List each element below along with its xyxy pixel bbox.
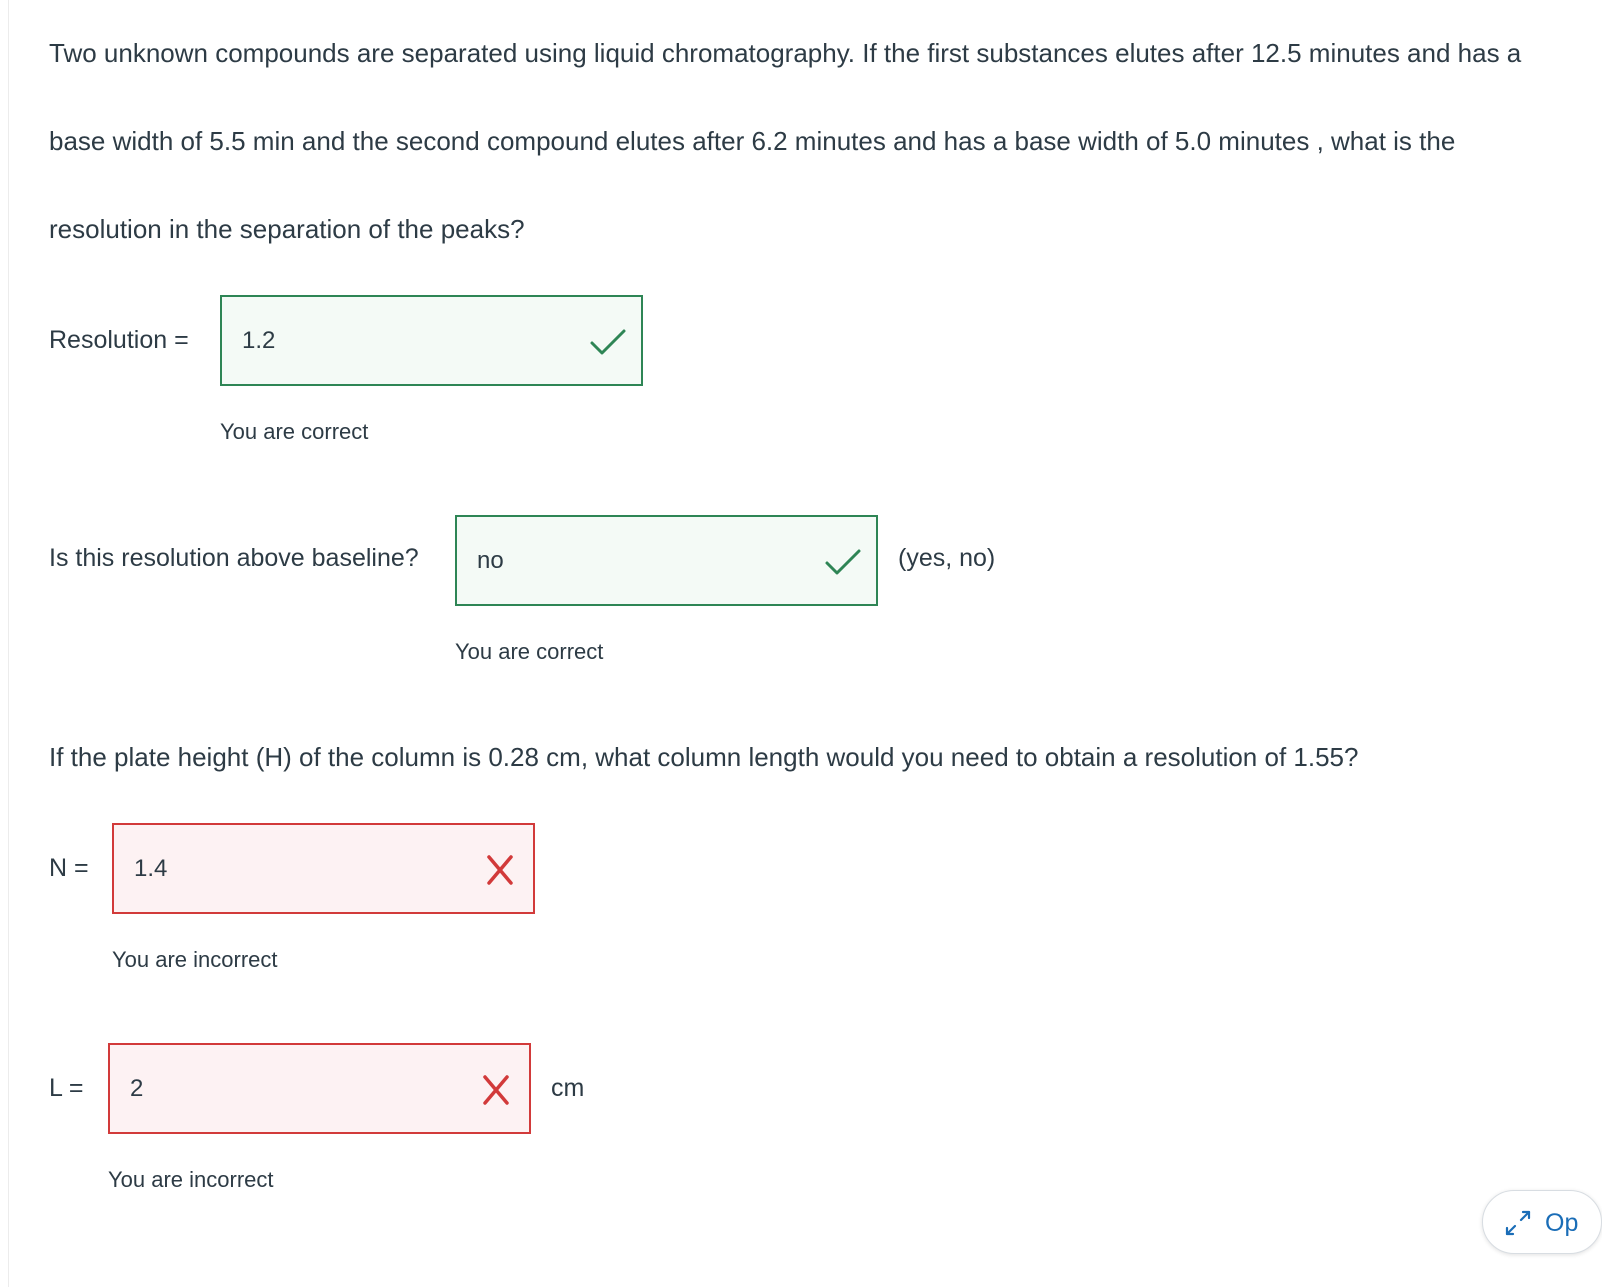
baseline-input[interactable] (455, 515, 878, 606)
resolution-label: Resolution = (49, 326, 189, 354)
n-feedback: You are incorrect (112, 947, 278, 972)
left-divider (8, 0, 9, 1287)
n-input[interactable] (112, 823, 535, 914)
l-unit: cm (551, 1074, 585, 1102)
n-label: N = (49, 854, 89, 882)
expand-button-label: Op (1545, 1209, 1579, 1237)
question-line-1: Two unknown compounds are separated using liquid chromatography. If the first substances elutes after 12.5 minutes and has a (49, 38, 1522, 68)
l-label: L = (49, 1074, 84, 1102)
question-line-3: resolution in the separation of the peaks? (49, 214, 525, 244)
question-line-2: base width of 5.5 min and the second compound elutes after 6.2 minutes and has a base width of 5.0 minutes , what is the (49, 126, 1456, 156)
baseline-feedback: You are correct (455, 639, 604, 664)
baseline-hint: (yes, no) (898, 544, 996, 572)
n-value: 1.4 (134, 855, 168, 882)
l-input[interactable] (108, 1043, 531, 1134)
question-2: If the plate height (H) of the column is 0.28 cm, what column length would you need to obtain a resolution of 1.55? (49, 742, 1359, 772)
resolution-feedback: You are correct (220, 419, 369, 444)
resolution-input[interactable] (220, 295, 643, 386)
checkmark-icon (589, 324, 627, 360)
baseline-label: Is this resolution above baseline? (49, 544, 419, 572)
x-icon (481, 852, 519, 888)
resolution-value: 1.2 (242, 327, 276, 354)
baseline-value: no (477, 547, 504, 574)
expand-button[interactable] (1482, 1190, 1602, 1254)
l-value: 2 (130, 1075, 144, 1102)
checkmark-icon (824, 544, 862, 580)
expand-arrows-icon (1503, 1208, 1533, 1238)
x-icon (477, 1072, 515, 1108)
l-feedback: You are incorrect (108, 1167, 274, 1192)
